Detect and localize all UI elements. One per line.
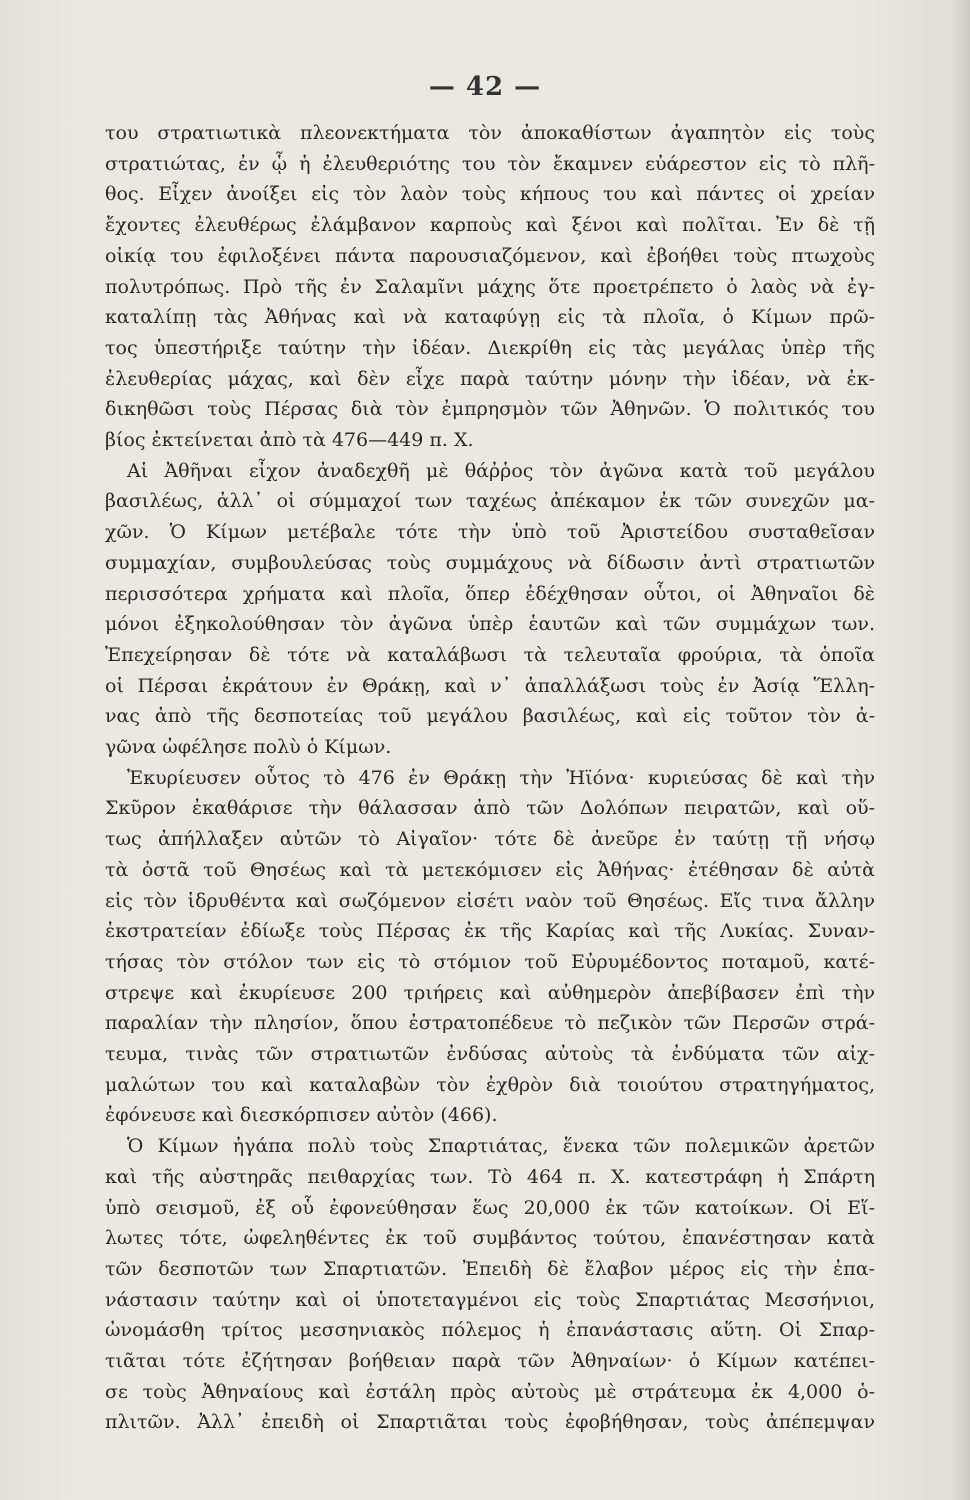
body-text <box>105 118 875 1433</box>
text-line: τῶν δεσποτῶν των Σπαρτιατῶν. Ἐπειδὴ δὲ ἔλαβον μέρος εἰς τὴν ἐπα- <box>105 1258 875 1280</box>
text-line: πλιτῶν. Ἀλλ᾽ ἐπειδὴ οἱ Σπαρτιᾶται τοὺς ἐφοβήθησαν, τοὺς ἀπέπεμψαν <box>105 1411 875 1433</box>
text-line: καταλίπῃ τὰς Ἀθήνας καὶ νὰ καταφύγῃ εἰς τὰ πλοῖα, ὁ Κίμων πρῶ- <box>105 306 875 328</box>
text-line: συμμαχίαν, συμβουλεύσας τοὺς συμμάχους νὰ δίδωσιν ἀντὶ στρατιωτῶν <box>105 552 875 574</box>
text-line: Αἱ Ἀθῆναι εἶχον ἀναδεχθῆ μὲ θάῤῥος τὸν ἀγῶνα κατὰ τοῦ μεγάλου <box>127 460 875 482</box>
text-line: ἔχοντες ἐλευθέρως ἐλάμβανον καρποὺς καὶ ξένοι καὶ πολῖται. Ἐν δὲ τῇ <box>105 214 875 236</box>
text-line: τως ἀπήλλαξεν αὐτῶν τὸ Αἰγαῖον· τότε δὲ ἀνεῦρε ἐν ταύτῃ τῇ νήσῳ <box>105 828 875 850</box>
text-line: παραλίαν τὴν πλησίον, ὅπου ἐστρατοπέδευε τὸ πεζικὸν τῶν Περσῶν στρά- <box>105 1012 875 1034</box>
page-number: — 42 — <box>428 72 542 102</box>
text-line: μαλώτων του καὶ καταλαβὼν τὸν ἐχθρὸν διὰ τοιούτου στρατηγήματος, <box>105 1074 875 1096</box>
text-line: οἰκίᾳ του ἐφιλοξένει πάντα παρουσιαζόμενον, καὶ ἐβοήθει τοὺς πτωχοὺς <box>105 245 875 267</box>
text-line: του στρατιωτικὰ πλεονεκτήματα τὸν ἀποκαθίστων ἀγαπητὸν εἰς τοὺς <box>105 122 875 144</box>
text-line: τὰ ὀστᾶ τοῦ Θησέως καὶ τὰ μετεκόμισεν εἰς Ἀθήνας· ἐτέθησαν δὲ αὐτὰ <box>105 859 875 881</box>
text-line: ἐφόνευσε καὶ διεσκόρπισεν αὐτὸν (466). <box>105 1104 498 1126</box>
text-line: Σκῦρον ἐκαθάρισε τὴν θάλασσαν ἀπὸ τῶν Δολόπων πειρατῶν, καὶ οὕ- <box>105 797 875 819</box>
text-line: νάστασιν ταύτην καὶ οἱ ὑποτεταγμένοι εἰς τοὺς Σπαρτιάτας Μεσσήνιοι, <box>105 1289 875 1311</box>
text-line: γῶνα ὠφέλησε πολὺ ὁ Κίμων. <box>105 736 392 758</box>
text-line: χῶν. Ὁ Κίμων μετέβαλε τότε τὴν ὑπὸ τοῦ Ἀριστείδου συσταθεῖσαν <box>105 521 875 543</box>
text-line: βασιλέως, ἀλλ᾽ οἱ σύμμαχοί των ταχέως ἀπέκαμον ἐκ τῶν συνεχῶν μα- <box>105 490 875 512</box>
text-line: Ὁ Κίμων ἠγάπα πολὺ τοὺς Σπαρτιάτας, ἕνεκα τῶν πολεμικῶν ἀρετῶν <box>127 1135 875 1157</box>
text-line: τος ὑπεστήριξε ταύτην τὴν ἰδέαν. Διεκρίθη εἰς τὰς μεγάλας ὑπὲρ τῆς <box>105 337 875 359</box>
text-line: Ἐπεχείρησαν δὲ τότε νὰ καταλάβωσι τὰ τελευταῖα φρούρια, τὰ ὁποῖα <box>105 644 875 666</box>
text-line: τήσας τὸν στόλον των εἰς τὸ στόμιον τοῦ Εὐρυμέδοντος ποταμοῦ, κατέ- <box>105 951 875 973</box>
text-line: ἐλευθερίας μάχας, καὶ δὲν εἶχε παρὰ ταύτην μόνην τὴν ἰδέαν, νὰ ἐκ- <box>105 368 875 390</box>
text-line: λωτες τότε, ὠφεληθέντες ἐκ τοῦ συμβάντος τούτου, ἐπανέστησαν κατὰ <box>105 1227 875 1249</box>
text-line: τιᾶται τότε ἐζήτησαν βοήθειαν παρὰ τῶν Ἀθηναίων· ὁ Κίμων κατέπει- <box>105 1350 875 1372</box>
text-line: δικηθῶσι τοὺς Πέρσας διὰ τὸν ἐμπρησμὸν τῶν Ἀθηνῶν. Ὁ πολιτικός του <box>105 398 875 420</box>
text-line: Ἐκυρίευσεν οὗτος τὸ 476 ἐν Θράκῃ τὴν Ἠϊόνα· κυριεύσας δὲ καὶ τὴν <box>127 767 875 789</box>
text-line: ἐκστρατείαν ἐδίωξε τοὺς Πέρσας ἐκ τῆς Καρίας καὶ τῆς Λυκίας. Συναν- <box>105 920 875 942</box>
text-line: οἱ Πέρσαι ἐκράτουν ἐν Θράκῃ, καὶ ν᾽ ἀπαλλάξωσι τοὺς ἐν Ἀσίᾳ Ἕλλη- <box>105 675 875 697</box>
text-line: στρατιώτας, ἐν ᾧ ἡ ἐλευθεριότης του τὸν ἔκαμνεν εὐάρεστον εἰς τὸ πλῆ- <box>105 153 875 175</box>
text-line: εἰς τὸν ἱδρυθέντα καὶ σωζόμενον εἰσέτι ναὸν τοῦ Θησέως. Εἴς τινα ἄλλην <box>105 890 875 912</box>
text-line: νας ἀπὸ τῆς δεσποτείας τοῦ μεγάλου βασιλέως, καὶ εἰς τοῦτον τὸν ἀ- <box>105 705 875 727</box>
text-line: στρεψε καὶ ἐκυρίευσε 200 τριήρεις καὶ αὐθημερὸν ἀπεβίβασεν ἐπὶ τὴν <box>105 982 875 1004</box>
text-line: τευμα, τινὰς τῶν στρατιωτῶν ἐνδύσας αὐτοὺς τὰ ἐνδύματα τῶν αἰχ- <box>105 1043 875 1065</box>
text-line: περισσότερα χρήματα καὶ πλοῖα, ὅπερ ἐδέχθησαν οὗτοι, οἱ Ἀθηναῖοι δὲ <box>105 583 875 605</box>
text-line: καὶ τῆς αὐστηρᾶς πειθαρχίας των. Τὸ 464 π. Χ. κατεστράφη ἡ Σπάρτη <box>105 1166 875 1188</box>
text-line: ὠνομάσθη τρίτος μεσσηνιακὸς πόλεμος ἡ ἐπανάστασις αὕτη. Οἱ Σπαρ- <box>105 1319 875 1341</box>
text-line: πολυτρόπως. Πρὸ τῆς ἐν Σαλαμῖνι μάχης ὅτε προετρέπετο ὁ λαὸς νὰ ἐγ- <box>105 276 875 298</box>
text-line: μόνοι ἐξηκολούθησαν τὸν ἀγῶνα ὑπὲρ ἑαυτῶν καὶ τῶν συμμάχων των. <box>105 613 875 635</box>
text-line: σε τοὺς Ἀθηναίους καὶ ἐστάλη πρὸς αὐτοὺς μὲ στράτευμα ἐκ 4,000 ὁ- <box>105 1381 875 1403</box>
text-line: ὑπὸ σεισμοῦ, ἐξ οὗ ἐφονεύθησαν ἕως 20,000 ἐκ τῶν κατοίκων. Οἱ Εἵ- <box>105 1197 875 1219</box>
text-line: βίος ἐκτείνεται ἀπὸ τὰ 476—449 π. Χ. <box>105 429 474 451</box>
text-line: θος. Εἶχεν ἀνοίξει εἰς τὸν λαὸν τοὺς κήπους του καὶ πάντες οἱ χρείαν <box>105 183 875 205</box>
